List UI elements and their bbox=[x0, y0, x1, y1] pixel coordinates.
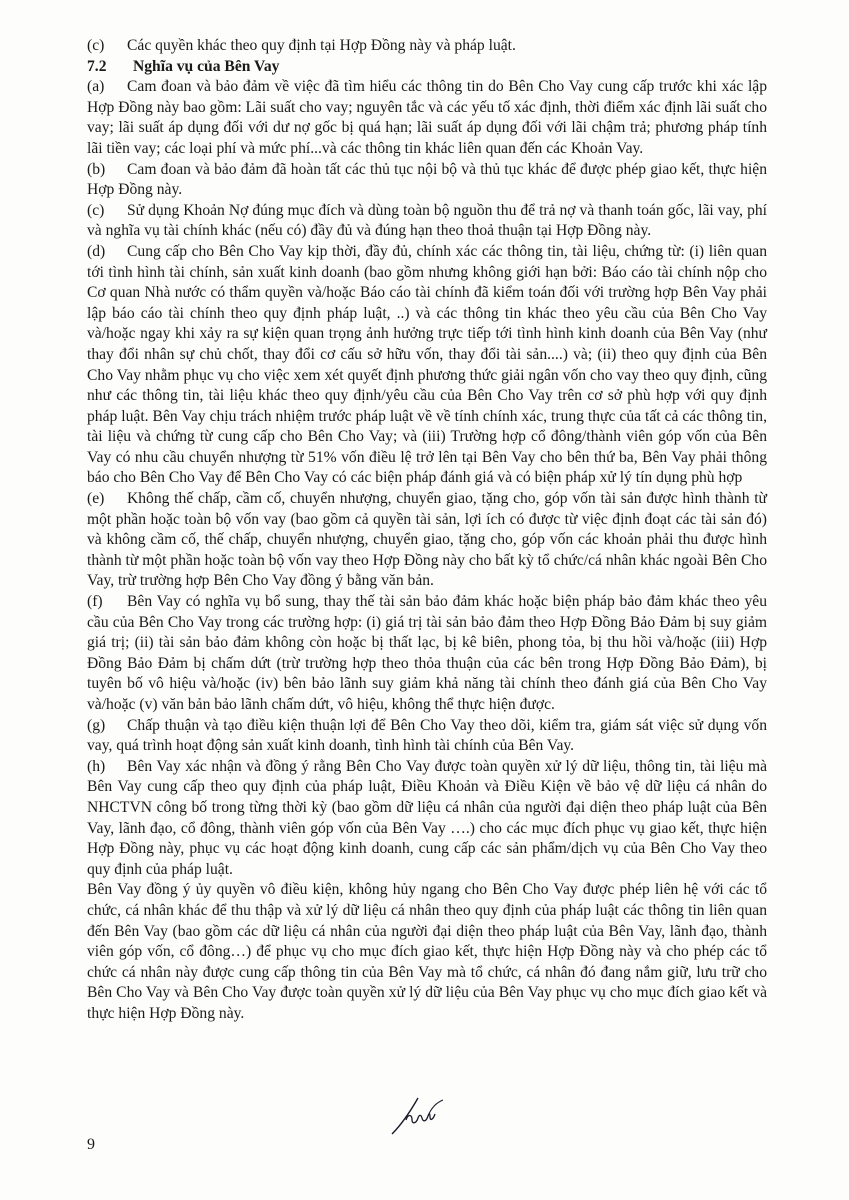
clause-text: Các quyền khác theo quy định tại Hợp Đồng này và pháp luật. bbox=[127, 37, 516, 54]
clause-text: Chấp thuận và tạo điều kiện thuận lợi để Bên Cho Vay theo dõi, kiểm tra, giám sát việc sử dụng vốn vay, quá trình hoạt động sản xuất kinh doanh, tình hình tài chính của Bên Vay. bbox=[87, 716, 767, 755]
section-number: 7.2 bbox=[87, 57, 107, 75]
clause-7-1-c bbox=[87, 36, 767, 57]
handwritten-initials bbox=[388, 1094, 448, 1140]
clause-label: (c) bbox=[87, 201, 105, 219]
page-number: 9 bbox=[87, 1136, 95, 1153]
clause-text: Cung cấp cho Bên Cho Vay kịp thời, đầy đủ, chính xác các thông tin, tài liệu, chứng từ: (i) liên quan tới tình hình tài chính, sản xuất kinh doanh (bao gồm nhưng không giới hạn bởi: Báo cáo tài chính nộp cho Cơ quan Nhà nước có thẩm quyền và/hoặc Báo cáo tài chính đã kiểm toán đối với trường hợp Bên Vay phải lập báo cáo tài chính theo quy định pháp luật, ..) và các thông tin khác theo yêu cầu của Bên Cho Vay và/hoặc ngay khi xảy ra sự kiện quan trọng ảnh hưởng trực tiếp tới tình hình kinh doanh của Bên Vay (như thay đổi nhân sự chủ chốt, thay đổi cơ cấu sở hữu vốn, thay đổi tài sản....) và; (ii) theo quy định của Bên Cho Vay nhằm phục vụ cho việc xem xét quyết định phương thức giải ngân vốn cho vay theo quy định, cũng như các thông tin, tài liệu khác theo quy định/yêu cầu của Bên Cho Vay trên cơ sở phù hợp với quy định pháp luật. Bên Vay chịu trách nhiệm trước pháp luật về về tính chính xác, trung thực của tất cả các thông tin, tài liệu và chứng từ cung cấp cho Bên Cho Vay; và (iii) Trường hợp cổ đông/thành viên góp vốn của Bên Vay có nhu cầu chuyển nhượng từ 51% vốn điều lệ trở lên tại Bên Vay cho bên thứ ba, Bên Vay phải thông báo cho Bên Cho Vay để Bên Cho Vay có các biện pháp đánh giá và có biện pháp xử lý tín dụng phù hợp bbox=[87, 242, 767, 487]
clause-label: (g) bbox=[87, 716, 106, 734]
clause-text: Cam đoan và bảo đảm về việc đã tìm hiểu các thông tin do Bên Cho Vay cung cấp trước khi xác lập Hợp Đồng này bao gồm: Lãi suất cho vay; nguyên tắc và các yếu tố xác định, thời điểm xác định lãi suất cho vay; lãi suất áp dụng đối với dư nợ gốc bị quá hạn; lãi suất áp dụng đối với lãi chậm trả; phương pháp tính lãi tiền vay; các loại phí và mức phí...và các thông tin khác liên quan đến các Khoản Vay. bbox=[87, 78, 767, 157]
clause-7-2-b bbox=[87, 160, 767, 201]
clause-text: Sử dụng Khoản Nợ đúng mục đích và dùng toàn bộ nguồn thu để trả nợ và thanh toán gốc, lãi vay, phí và nghĩa vụ tài chính khác (nếu có) đầy đủ và đúng hạn theo thoả thuận tại Hợp Đồng này. bbox=[87, 201, 767, 240]
clause-text: Không thế chấp, cầm cố, chuyển nhượng, chuyển giao, tặng cho, góp vốn tài sản được hình thành từ một phần hoặc toàn bộ vốn vay (bao gồm cả quyền tài sản, lợi ích có được từ việc định đoạt các tài sản đó) và không cầm cố, thế chấp, chuyển nhượng, chuyển giao, tặng cho, góp vốn các khoản phải thu được hình thành từ một phần hoặc toàn bộ vốn vay theo Hợp Đồng này cho bất kỳ tổ chức/cá nhân khác ngoài Bên Cho Vay, trừ trường hợp Bên Cho Vay đồng ý bằng văn bản. bbox=[87, 490, 767, 590]
clause-text: Bên Vay xác nhận và đồng ý rằng Bên Cho Vay được toàn quyền xử lý dữ liệu, thông tin, tài liệu mà Bên Vay cung cấp theo quy định của pháp luật, Điều Khoản và Điều Kiện về bảo vệ dữ liệu cá nhân do NHCTVN công bố trong từng thời kỳ (bao gồm dữ liệu cá nhân của người đại diện theo pháp luật của Bên Vay, lãnh đạo, cổ đông, thành viên góp vốn của Bên Vay ….) cho các mục đích phục vụ giao kết, thực hiện Hợp Đồng này, phục vụ các hoạt động kinh doanh, cung cấp các sản phẩm/dịch vụ của Bên Cho Vay theo quy định của pháp luật. bbox=[87, 757, 767, 878]
clause-7-2-h bbox=[87, 757, 767, 881]
clause-7-2-h-continuation bbox=[87, 880, 767, 1024]
clause-text: Bên Vay có nghĩa vụ bổ sung, thay thế tài sản bảo đảm khác hoặc biện pháp bảo đảm khác theo yêu cầu của Bên Cho Vay trong các trường hợp: (i) giá trị tài sản bảo đảm theo Hợp Đồng Bảo Đảm bị suy giảm giá trị; (ii) tài sản bảo đảm không còn hoặc bị thất lạc, bị kê biên, phong tỏa, bị thu hồi và/hoặc (iii) Hợp Đồng Bảo Đảm bị chấm dứt (trừ trường hợp theo thỏa thuận của các bên trong Hợp Đồng Bảo Đảm), bị tuyên bố vô hiệu và/hoặc (iv) bên bảo lãnh suy giảm khả năng tài chính theo đánh giá của Bên Cho Vay và/hoặc (v) văn bản bảo lãnh chấm dứt, vô hiệu, không thể thực hiện được. bbox=[87, 593, 767, 713]
clause-7-2-c bbox=[87, 201, 767, 242]
clause-label: (f) bbox=[87, 593, 103, 611]
clause-7-2-e bbox=[87, 489, 767, 592]
clause-7-2-a bbox=[87, 77, 767, 159]
clause-label: (b) bbox=[87, 160, 106, 178]
clause-7-2-f bbox=[87, 592, 767, 716]
clause-7-2-d bbox=[87, 242, 767, 489]
clause-text: Cam đoan và bảo đảm đã hoàn tất các thủ tục nội bộ và thủ tục khác để được phép giao kết, thực hiện Hợp Đồng này. bbox=[87, 160, 767, 199]
clause-label: (c) bbox=[87, 37, 105, 54]
clause-7-2-g bbox=[87, 716, 767, 757]
clause-label: (d) bbox=[87, 242, 106, 260]
clause-label: (h) bbox=[87, 757, 106, 775]
section-heading-7-2 bbox=[87, 57, 767, 78]
clause-label: (e) bbox=[87, 490, 105, 508]
paragraph-text: Bên Vay đồng ý ủy quyền vô điều kiện, không hủy ngang cho Bên Cho Vay được phép liên hệ với các tổ chức, cá nhân khác để thu thập và xử lý dữ liệu cá nhân theo quy định của pháp luật các thông tin liên quan đến Bên Vay (bao gồm các dữ liệu cá nhân của người đại diện theo pháp luật của Bên Vay, lãnh đạo, thành viên góp vốn, cổ đông…) để phục vụ cho mục đích giao kết, thực hiện Hợp Đồng này và cho phép các tổ chức cá nhân này được cung cấp thông tin của Bên Vay mà tổ chức, cá nhân đó đang nắm giữ, lưu trữ cho Bên Cho Vay và Bên Cho Vay được toàn quyền xử lý dữ liệu của Bên Vay phục vụ cho mục đích giao kết và thực hiện Hợp Đồng này. bbox=[87, 881, 767, 1022]
document-body bbox=[87, 36, 767, 1025]
clause-label: (a) bbox=[87, 78, 105, 96]
section-title: Nghĩa vụ của Bên Vay bbox=[133, 57, 280, 75]
